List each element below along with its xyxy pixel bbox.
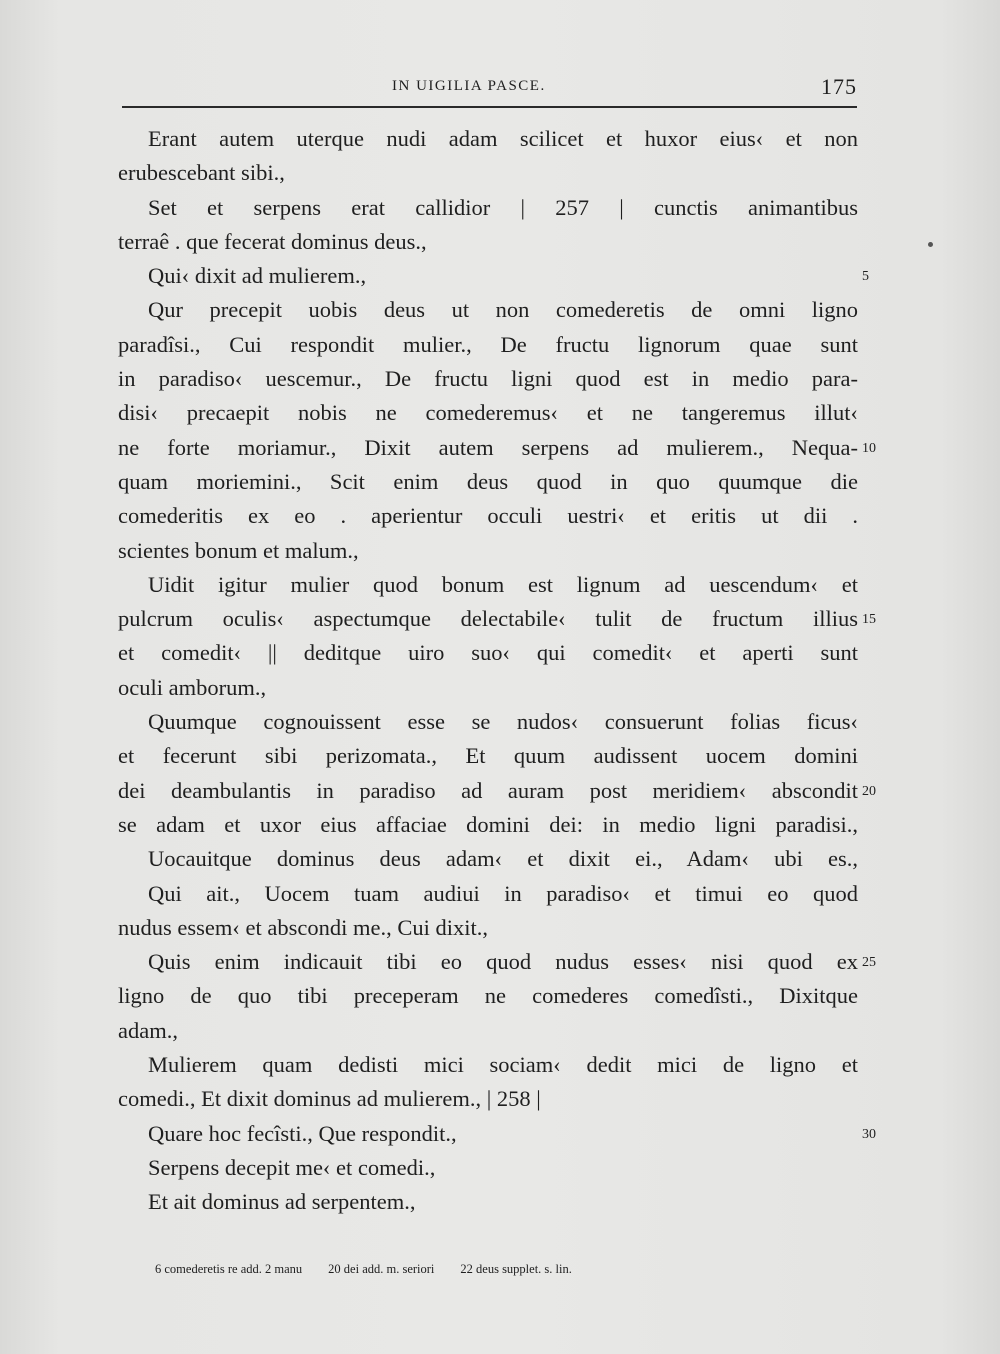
page-header [122,74,857,104]
text-line: Et ait dominus ad serpentem., [148,1189,416,1215]
text-line: Set et serpens erat callidior | 257 | cunctis animantibus [148,194,858,220]
text-line: Quumque cognouissent esse se nudos‹ consuerunt folias ficus‹ [148,709,858,735]
text-line: pulcrum oculis‹ aspectumque delectabile‹ tulit de fructum illius [118,606,858,632]
header-rule [122,106,857,108]
paper-speck [928,242,933,247]
text-line: Qur precepit uobis deus ut non comederetis de omni ligno [148,297,858,323]
footnote: 6 comederetis re add. 2 manu [155,1262,303,1276]
text-line: in paradiso‹ uescemur., De fructu ligni quod est in medio para- [118,366,858,392]
main-text [118,122,858,1220]
text-line: se adam et uxor eius affaciae domini dei: in medio ligni paradisi., [118,811,858,837]
text-line: et comedit‹ || deditque uiro suo‹ qui comedit‹ et aperti sunt [118,640,858,666]
page-number: 175 [821,74,857,99]
text-line: nudus essem‹ et abscondi me., Cui dixit., [118,914,488,940]
text-line: Mulierem quam dedisti mici sociam‹ dedit mici de ligno et [148,1052,858,1078]
text-line: adam., [118,1017,178,1043]
footnotes [155,1262,855,1277]
text-line: ne forte moriamur., Dixit autem serpens ad mulierem., Nequa- [118,434,858,460]
running-title: IN UIGILIA PASCE. [392,78,546,94]
footnote: 22 deus supplet. s. lin. [460,1262,572,1276]
text-line: paradîsi., Cui respondit mulier., De fructu lignorum quae sunt [118,331,858,357]
margin-line-number: 10 [862,440,876,456]
text-line: dei deambulantis in paradiso ad auram post meridiem‹ abscondit [118,777,858,803]
text-line: ligno de quo tibi preceperam ne comederes comedîsti., Dixitque [118,983,858,1009]
margin-line-number: 20 [862,783,876,799]
text-line: comedi., Et dixit dominus ad mulierem., | 258 | [118,1086,541,1112]
text-line: scientes bonum et malum., [118,537,359,563]
text-line: quam moriemini., Scit enim deus quod in quo quumque die [118,468,858,494]
margin-line-number: 30 [862,1126,876,1142]
text-line: terraê . que fecerat dominus deus., [118,228,427,254]
margin-line-number: 25 [862,955,876,971]
text-line: Serpens decepit me‹ et comedi., [148,1154,436,1180]
text-line: comederitis ex eo . aperientur occuli uestri‹ et eritis ut dii . [118,503,858,529]
text-line: Quis enim indicauit tibi eo quod nudus esses‹ nisi quod ex [148,949,858,975]
text-line: erubescebant sibi., [118,160,285,186]
text-line: et fecerunt sibi perizomata., Et quum audissent uocem domini [118,743,858,769]
text-line: Quare hoc fecîsti., Que respondit., [148,1120,457,1146]
text-line: Erant autem uterque nudi adam scilicet et huxor eius‹ et non [148,126,858,151]
text-line: Uocauitque dominus deus adam‹ et dixit ei., Adam‹ ubi es., [148,846,858,872]
margin-line-number: 15 [862,612,876,628]
text-line: oculi amborum., [118,674,267,700]
text-line: Uidit igitur mulier quod bonum est lignum ad uescendum‹ et [148,571,858,597]
text-line: Qui ait., Uocem tuam audiui in paradiso‹ et timui eo quod [148,880,858,906]
footnote: 20 dei add. m. seriori [328,1262,435,1276]
text-line: disi‹ precaepit nobis ne comederemus‹ et ne tangeremus illut‹ [118,400,858,426]
text-line: Qui‹ dixit ad mulierem., [148,263,367,289]
margin-line-number: 5 [862,269,869,285]
